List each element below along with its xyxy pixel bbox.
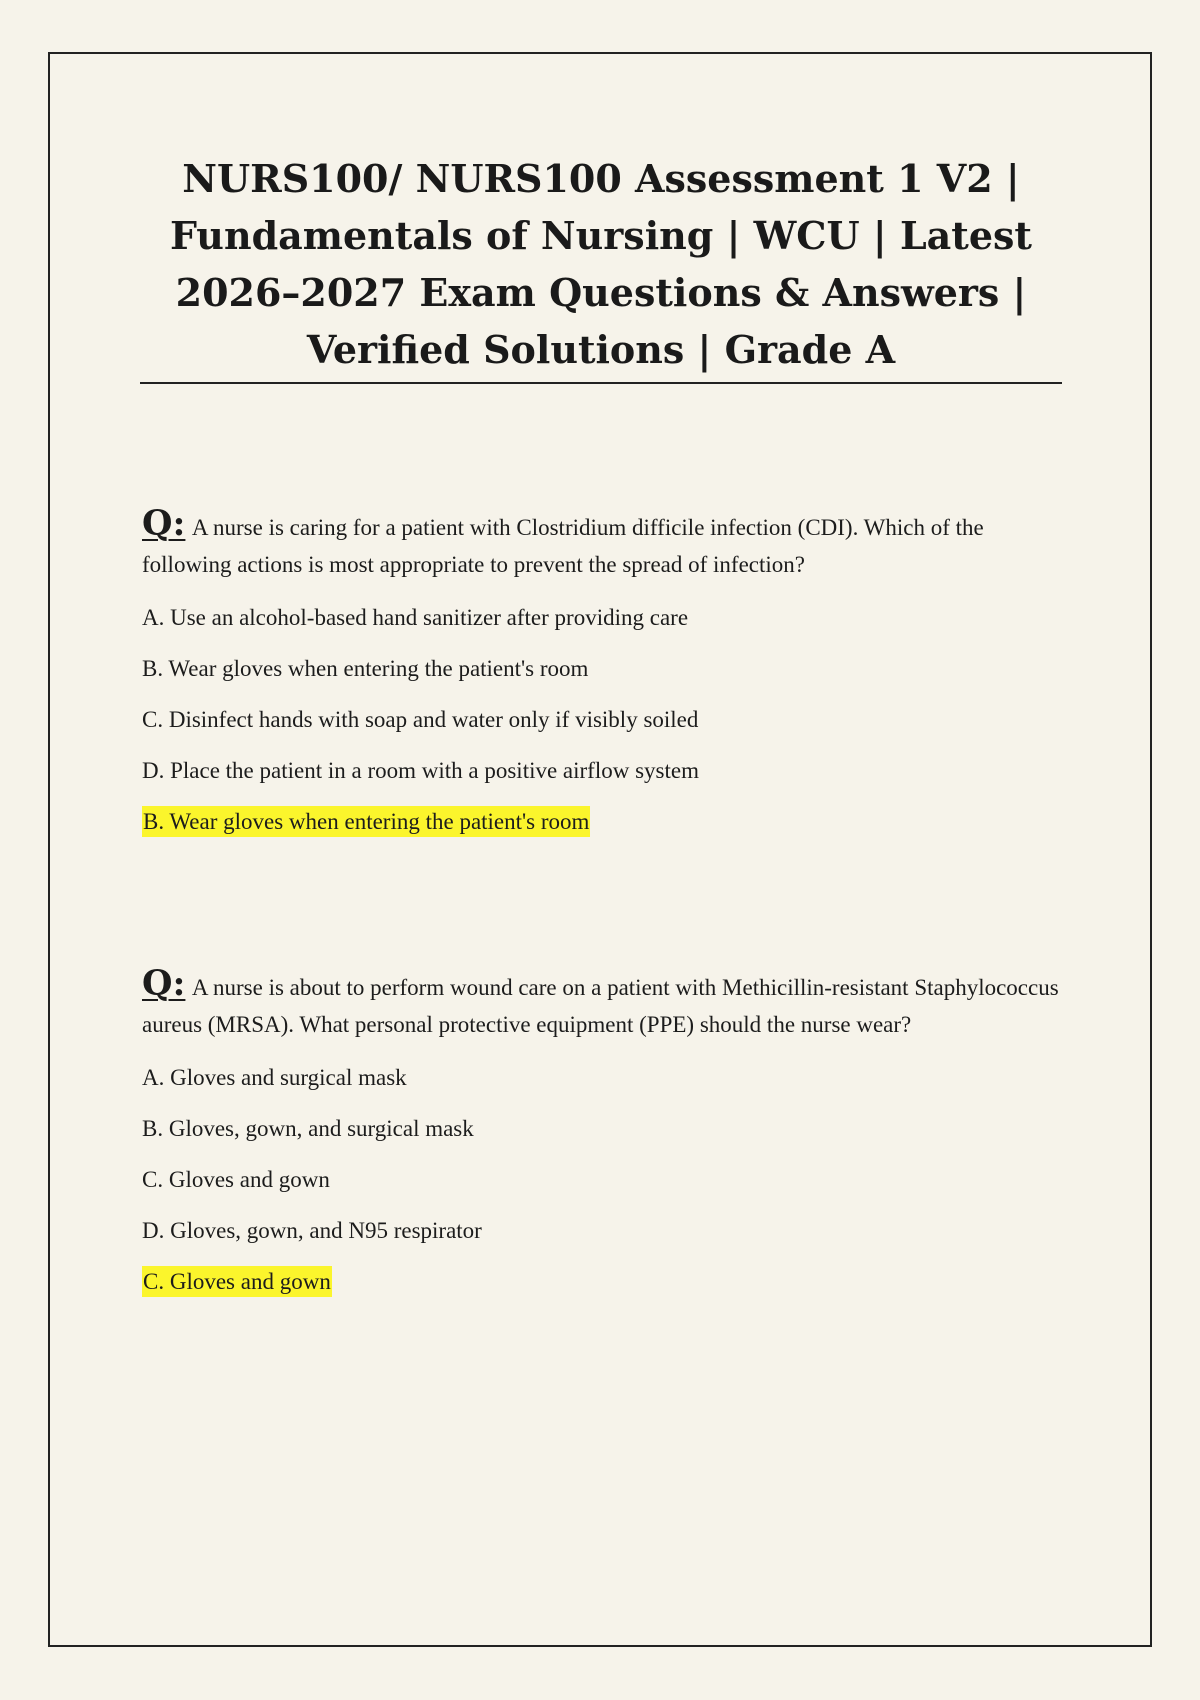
correct-answer <box>142 1256 1062 1307</box>
highlighted-answer: C. Gloves and gown <box>142 1266 332 1297</box>
title-line-4: Verified Solutions | Grade A <box>306 327 896 372</box>
question-prompt: A nurse is about to perform wound care on a patient with Methicillin-resistant Staphylococcus aureus (MRSA). What personal protective equipment (PPE) should the nurse wear? <box>142 975 1059 1037</box>
answer-option-c: C. Gloves and gown <box>142 1167 330 1192</box>
answer-option-b: B. Wear gloves when entering the patient's room <box>142 656 589 681</box>
question-block-2 <box>142 965 1062 1307</box>
document-title <box>140 150 1062 378</box>
question-block-1 <box>142 505 1062 847</box>
question-text <box>142 505 1062 583</box>
answer-option-a: A. Use an alcohol-based hand sanitizer after providing care <box>142 605 689 630</box>
question-text <box>142 965 1062 1043</box>
question-prompt: A nurse is caring for a patient with Clostridium difficile infection (CDI). Which of the following actions is most appropriate to prevent the spread of infection? <box>142 515 984 577</box>
answer-option-d: D. Gloves, gown, and N95 respirator <box>142 1218 482 1243</box>
correct-answer <box>142 796 1062 847</box>
highlighted-answer: B. Wear gloves when entering the patient's room <box>142 806 590 837</box>
title-line-3: 2026–2027 Exam Questions & Answers | <box>175 270 1027 315</box>
question-label: Q: <box>142 503 186 544</box>
answer-option-d: D. Place the patient in a room with a positive airflow system <box>142 758 699 783</box>
answer-option-b: B. Gloves, gown, and surgical mask <box>142 1116 474 1141</box>
answer-option-c: C. Disinfect hands with soap and water only if visibly soiled <box>142 707 699 732</box>
title-line-1: NURS100/ NURS100 Assessment 1 V2 | <box>182 156 1020 201</box>
answer-option-a: A. Gloves and surgical mask <box>142 1065 407 1090</box>
title-divider <box>140 382 1062 384</box>
question-label: Q: <box>142 963 186 1004</box>
title-line-2: Fundamentals of Nursing | WCU | Latest <box>170 213 1032 258</box>
